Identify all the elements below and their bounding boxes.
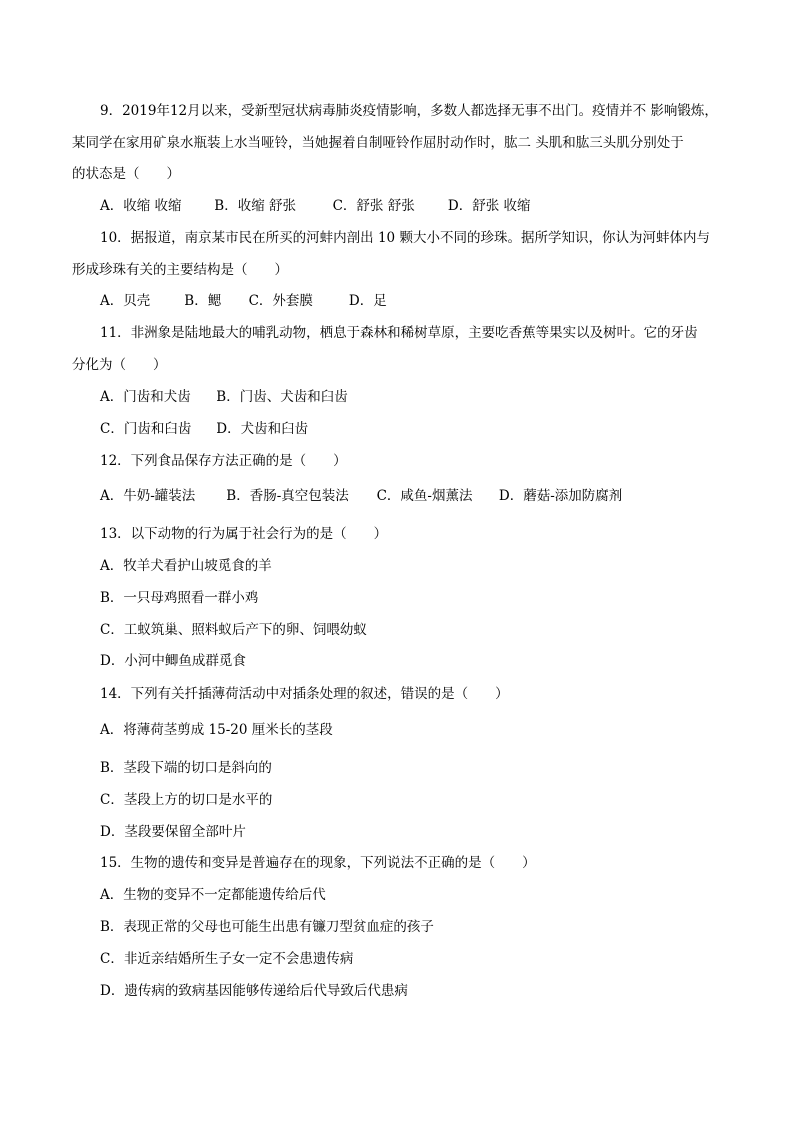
- q15-option-d: D．遗传病的致病基因能够传递给后代导致后代患病: [100, 983, 408, 999]
- q12-option-b: B．香肠-真空包装法: [226, 488, 349, 504]
- q14-option-c: C．茎段上方的切口是水平的: [100, 792, 273, 808]
- q13-option-a: A．牧羊犬看护山坡觅食的羊: [100, 558, 272, 574]
- q15-stem: 15．生物的遗传和变异是普遍存在的现象，下列说法不正确的是（ ）: [100, 855, 536, 871]
- q10-option-c: C．外套膜: [248, 293, 313, 309]
- q9-stem-line1: 9．2019年12月以来，受新型冠状病毒肺炎疫情影响，多数人都选择无事不出门。疫情并不 影响锻炼，: [100, 103, 718, 119]
- q15-option-b: B．表现正常的父母也可能生出患有镰刀型贫血症的孩子: [100, 919, 434, 935]
- q12-option-d: D．蘑菇-添加防腐剂: [498, 488, 623, 504]
- q13-stem: 13．以下动物的行为属于社会行为的是（ ）: [100, 526, 388, 542]
- q9-option-b: B．收缩 舒张: [214, 198, 297, 214]
- q11-option-d: D．犬齿和臼齿: [216, 421, 309, 437]
- q9-option-c: C．舒张 舒张: [332, 198, 415, 214]
- q11-option-c: C．门齿和臼齿: [100, 421, 192, 437]
- q11-option-b: B．门齿、犬齿和臼齿: [216, 389, 348, 405]
- q13-option-d: D．小河中鲫鱼成群觅食: [100, 653, 246, 669]
- q14-option-a: A．将薄荷茎剪成 15-20 厘米长的茎段: [100, 722, 333, 738]
- q9-options: [100, 196, 531, 216]
- q15-option-c: C．非近亲结婚所生子女一定不会患遗传病: [100, 951, 354, 967]
- q11-option-a: A．门齿和犬齿: [100, 389, 191, 405]
- q9-stem-line3: 的状态是（ ）: [72, 166, 180, 182]
- q13-option-b: B．一只母鸡照看一群小鸡: [100, 590, 259, 606]
- q12-stem: 12．下列食品保存方法正确的是（ ）: [100, 453, 347, 469]
- q14-option-b: B．茎段下端的切口是斜向的: [100, 760, 272, 776]
- q9-stem-line2: 某同学在家用矿泉水瓶装上水当哑铃，当她握着自制哑铃作屈肘动作时，肱二 头肌和肱三头肌分别处于: [72, 135, 684, 151]
- q14-stem: 14．下列有关扦插薄荷活动中对插条处理的叙述，错误的是（ ）: [100, 686, 509, 702]
- q9-option-d: D．舒张 收缩: [447, 198, 531, 214]
- q10-stem-line1: 10．据报道，南京某市民在所买的河蚌内剖出 10 颗大小不同的珍珠。据所学知识，你认为河蚌体内与: [100, 230, 710, 246]
- q10-options: [100, 291, 387, 311]
- q11-options-row2: [100, 419, 308, 439]
- q15-option-a: A．生物的变异不一定都能遗传给后代: [100, 887, 326, 903]
- q10-stem-line2: 形成珍珠有关的主要结构是（ ）: [72, 262, 288, 278]
- q10-option-a: A．贝壳: [100, 293, 151, 309]
- q11-stem-line1: 11．非洲象是陆地最大的哺乳动物，栖息于森林和稀树草原，主要吃香蕉等果实以及树叶。它的牙齿: [100, 325, 698, 341]
- q14-option-d: D．茎段要保留全部叶片: [100, 824, 246, 840]
- q10-option-d: D．足: [348, 293, 387, 309]
- q13-option-c: C．工蚁筑巢、照料蚁后产下的卵、饲喂幼蚁: [100, 622, 367, 638]
- q9-option-a: A．收缩 收缩: [100, 198, 182, 214]
- q11-stem-line2: 分化为（ ）: [72, 357, 167, 373]
- q12-option-a: A．牛奶-罐装法: [100, 488, 196, 504]
- q12-options: [100, 486, 622, 506]
- q10-option-b: B．鳃: [184, 293, 222, 309]
- q11-options-row1: [100, 387, 348, 407]
- q12-option-c: C．咸鱼-烟薰法: [376, 488, 473, 504]
